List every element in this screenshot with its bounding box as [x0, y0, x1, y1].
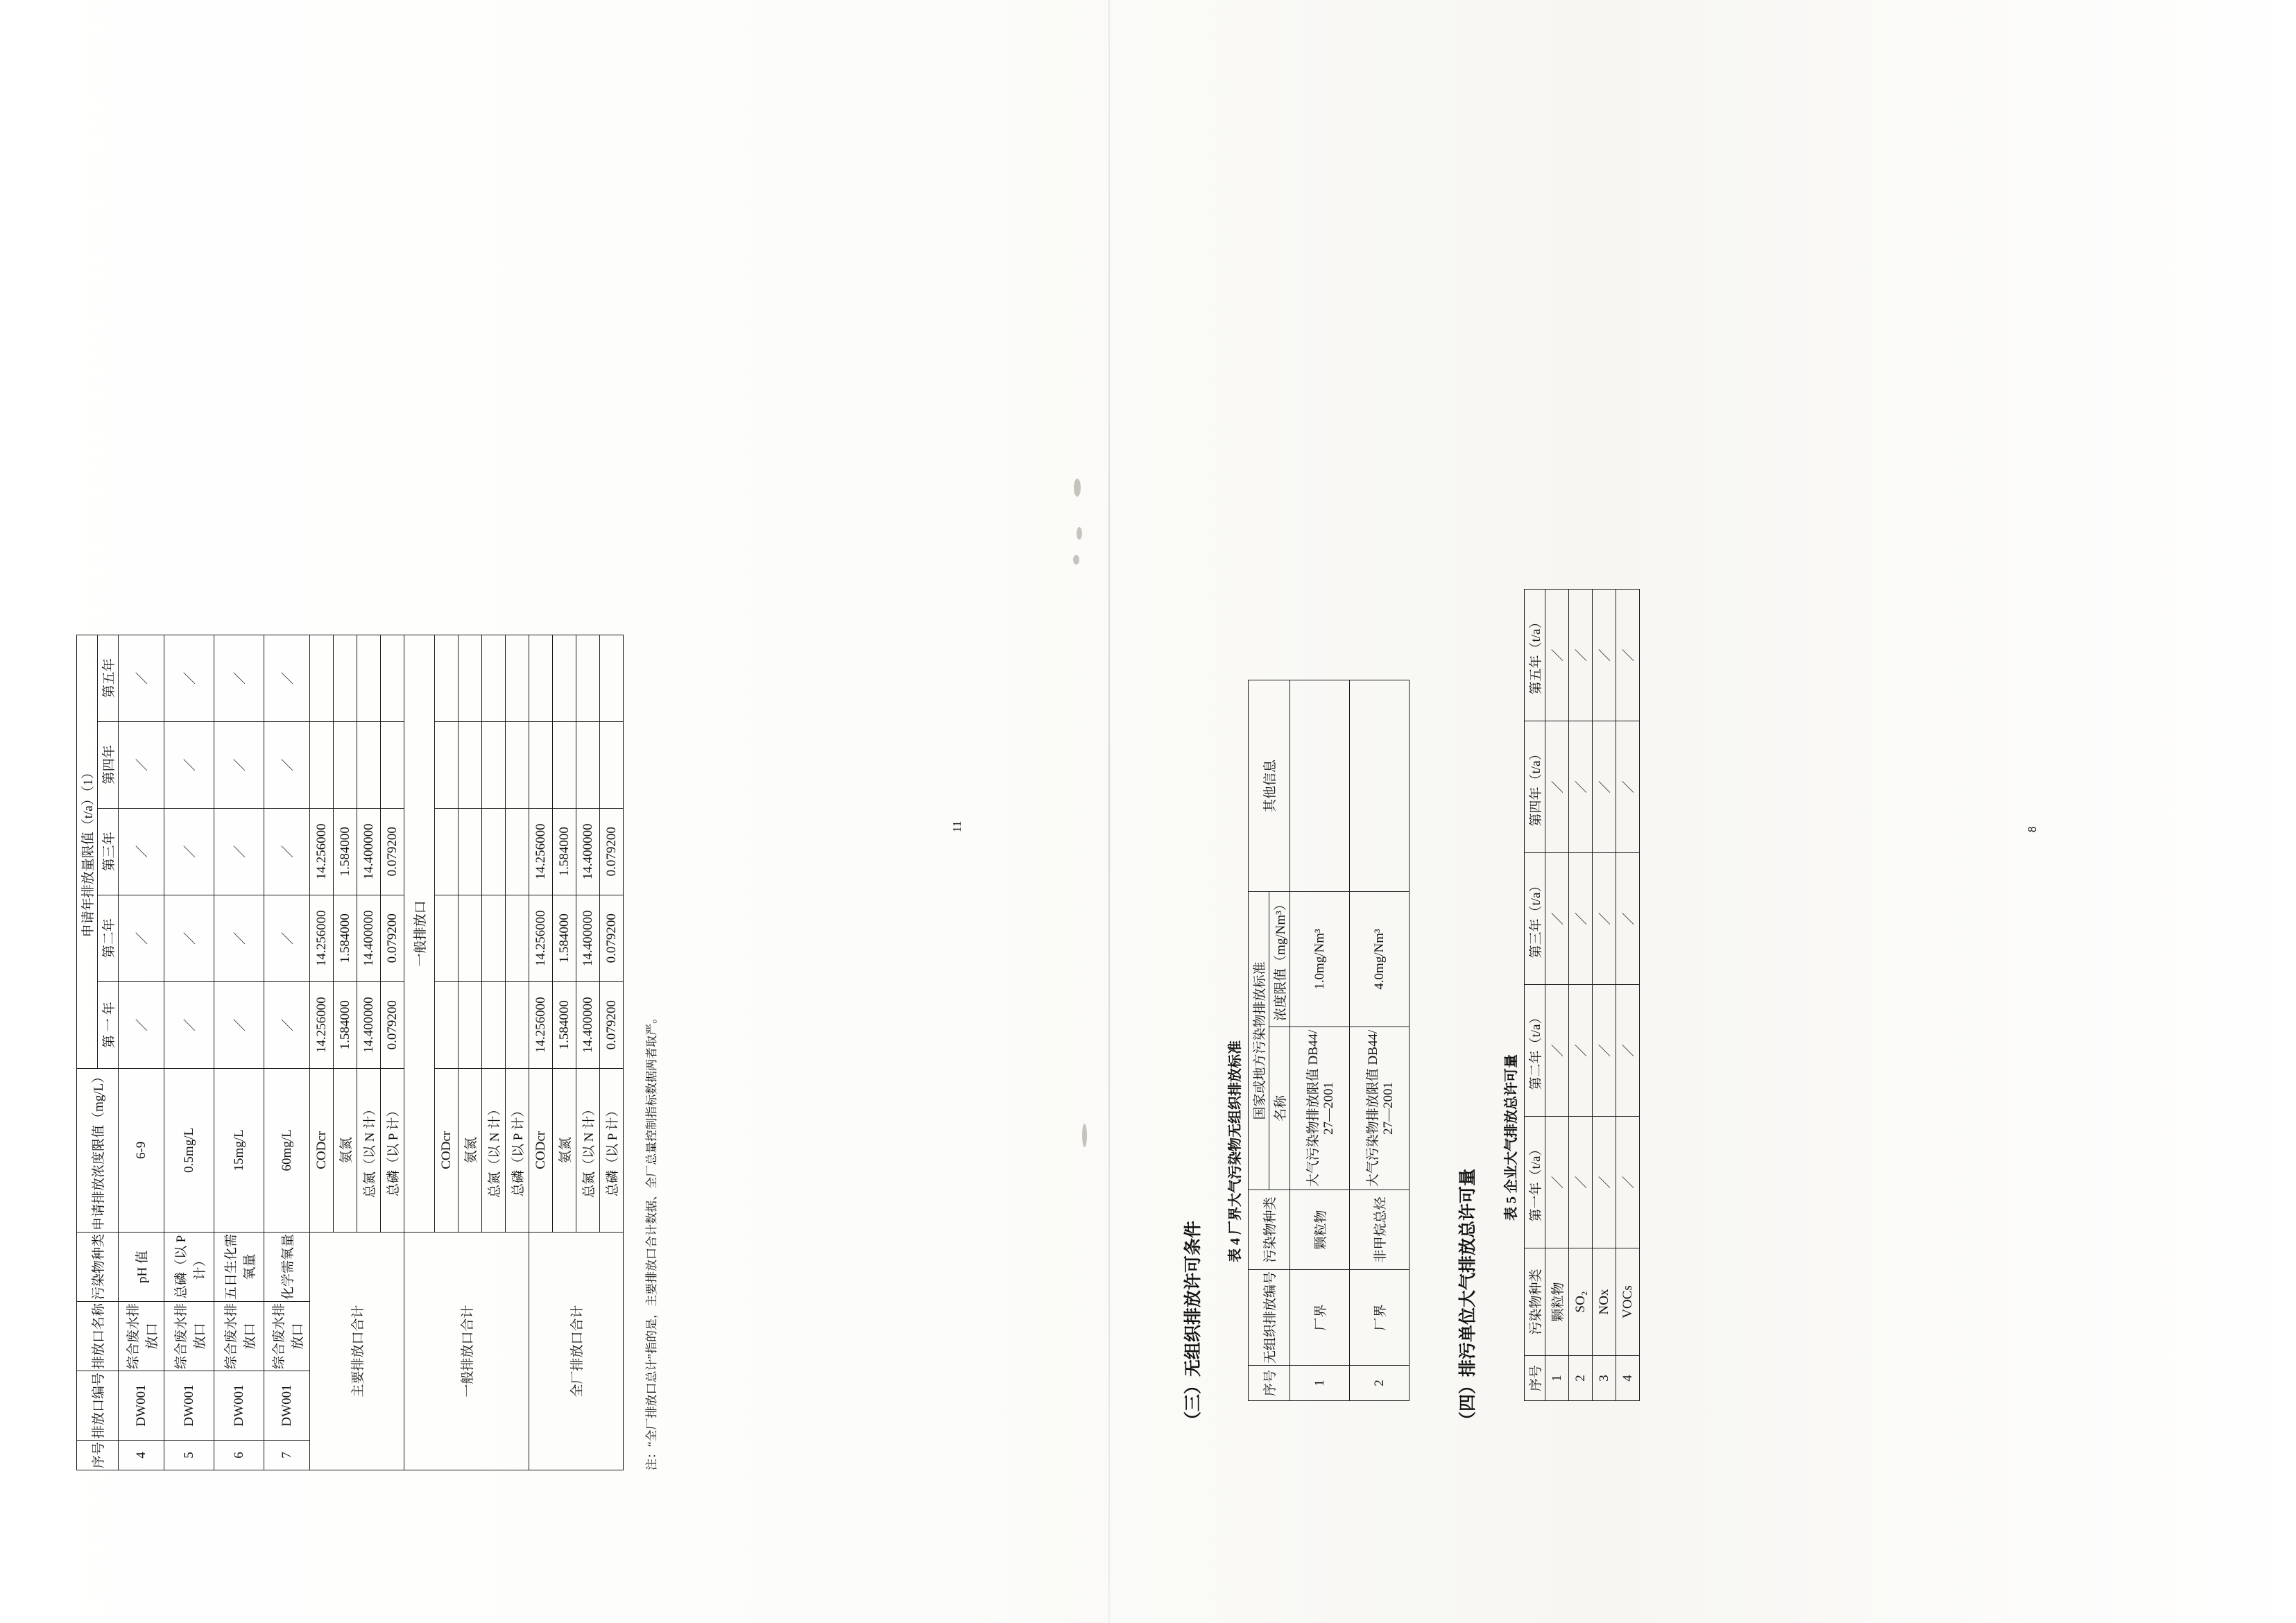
cell-year5: ／	[1545, 590, 1569, 721]
cell-year3: 0.079200	[381, 808, 404, 895]
cell-outlet-name: 综合废水排放口	[119, 1301, 164, 1371]
cell-year1: ／	[1569, 1117, 1593, 1248]
table4-caption: 表 4 厂界大气污染物无组织排放标准	[1228, 1040, 1243, 1262]
cell-year5	[310, 635, 334, 721]
header-standard-name: 名称	[1274, 1094, 1288, 1122]
cell-year3: 0.079200	[600, 808, 624, 895]
cell-year4	[310, 721, 334, 808]
scan-speck	[1077, 527, 1082, 540]
table-row-general-total	[404, 635, 435, 1470]
cell-year5	[506, 635, 529, 721]
header-year3: 第三年	[102, 832, 117, 872]
cell-year5	[459, 635, 482, 721]
header-annual-limit-group: 申请年排放量限值（t/a）（1）	[81, 766, 96, 938]
cell-year2: 0.079200	[381, 895, 404, 981]
cell-year5	[553, 635, 576, 721]
header-year1: 第 一 年	[102, 1002, 117, 1049]
label-plant-outlet-total: 全厂排放口合计	[529, 1232, 624, 1470]
cell-year1: ／	[264, 981, 310, 1068]
label-general-outlet-total: 一般排放口合计	[404, 1232, 529, 1470]
cell-year1: ／	[1545, 1117, 1569, 1248]
cell-pollutant: 总氮（以 N 计）	[576, 1068, 600, 1232]
cell-year4	[600, 721, 624, 808]
cell-year2: 14.400000	[357, 895, 381, 981]
header-pollutant: 污染物种类	[92, 1233, 106, 1300]
cell-year1: 0.079200	[600, 981, 624, 1068]
cell-year4: ／	[164, 721, 214, 808]
header-year2: 第二年（t/a）	[1529, 1011, 1543, 1090]
table-header-row-1	[1249, 680, 1269, 1400]
cell-seq: 1	[1545, 1356, 1569, 1401]
cell-year2	[459, 895, 482, 981]
cell-year5: ／	[119, 635, 164, 721]
cell-year5	[482, 635, 506, 721]
cell-year1: 1.584000	[553, 981, 576, 1068]
header-seq: 序号	[1529, 1365, 1543, 1392]
header-outlet-code: 排放口编号	[92, 1372, 106, 1439]
cell-outlet-name: 综合废水排放口	[214, 1301, 264, 1371]
cell-year1: ／	[214, 981, 264, 1068]
cell-year1: 14.256000	[310, 981, 334, 1068]
cell-year1: ／	[1616, 1117, 1640, 1248]
cell-year1	[459, 981, 482, 1068]
cell-pollutant: SO₂	[1569, 1248, 1593, 1356]
cell-pollutant: 总磷（以 P 计）	[506, 1068, 529, 1232]
cell-year5: ／	[1593, 590, 1616, 721]
cell-year4: ／	[264, 721, 310, 808]
table-row	[1350, 680, 1410, 1400]
cell-pollutant: NOx	[1593, 1248, 1616, 1356]
left-page-number: 11	[950, 821, 963, 832]
table-row	[164, 635, 214, 1470]
cell-outlet-code: DW001	[264, 1371, 310, 1440]
cell-seq: 2	[1569, 1356, 1593, 1401]
cell-year2: ／	[1569, 985, 1593, 1117]
cell-year1: 0.079200	[381, 981, 404, 1068]
cell-year2: 1.584000	[553, 895, 576, 981]
cell-outlet-code: DW001	[214, 1371, 264, 1440]
cell-year3	[435, 808, 459, 895]
cell-year4: ／	[1616, 721, 1640, 853]
cell-general-outlet-merged: 一般排放口	[404, 635, 435, 1232]
scan-speck	[1082, 1124, 1087, 1147]
table-fugitive-emission-standard	[1248, 680, 1410, 1401]
scan-speck	[1074, 479, 1081, 497]
cell-year1: 1.584000	[334, 981, 357, 1068]
left-page-content	[76, 153, 770, 1470]
cell-year4	[334, 721, 357, 808]
cell-year4: ／	[214, 721, 264, 808]
cell-pollutant: CODcr	[529, 1068, 553, 1232]
header-fugitive-code: 无组织排放编号	[1263, 1271, 1278, 1364]
cell-year1: ／	[164, 981, 214, 1068]
cell-year2	[506, 895, 529, 981]
cell-seq: 4	[119, 1440, 164, 1470]
table-row-plant-total	[529, 635, 553, 1470]
table-header-row	[1525, 590, 1545, 1401]
table5-caption: 表 5 企业大气排放总许可量	[1504, 1054, 1519, 1221]
header-conc-limit: 浓度限值（mg/Nm³）	[1274, 898, 1288, 1021]
cell-pollutant: 总氮（以 N 计）	[357, 1068, 381, 1232]
header-year4: 第四年	[102, 745, 117, 785]
cell-year2: ／	[264, 895, 310, 981]
cell-year5: ／	[1616, 590, 1640, 721]
header-pollutant: 污染物种类	[1529, 1269, 1543, 1335]
table-row	[1545, 590, 1569, 1401]
cell-seq: 5	[164, 1440, 214, 1470]
cell-year2: 0.079200	[600, 895, 624, 981]
cell-year3: 14.256000	[529, 808, 553, 895]
cell-other-info	[1350, 680, 1410, 891]
cell-conc: 6-9	[119, 1068, 164, 1232]
cell-year5: ／	[264, 635, 310, 721]
cell-year5	[600, 635, 624, 721]
cell-fugitive-code: 厂界	[1350, 1269, 1410, 1365]
cell-year2: ／	[214, 895, 264, 981]
table-row	[214, 635, 264, 1470]
cell-pollutant: CODcr	[310, 1068, 334, 1232]
cell-year3: ／	[1545, 853, 1569, 985]
cell-year2: ／	[1545, 985, 1569, 1117]
header-year2: 第二年	[102, 918, 117, 959]
cell-pollutant: 氨氮	[553, 1068, 576, 1232]
cell-year4: ／	[1569, 721, 1593, 853]
cell-year2: ／	[1616, 985, 1640, 1117]
cell-pollutant: CODcr	[435, 1068, 459, 1232]
table-air-total-permit	[1524, 589, 1640, 1401]
cell-year4	[553, 721, 576, 808]
table-row	[264, 635, 310, 1470]
cell-pollutant: 总磷（以 P 计）	[381, 1068, 404, 1232]
cell-year1	[435, 981, 459, 1068]
cell-year4	[506, 721, 529, 808]
cell-seq: 7	[264, 1440, 310, 1470]
cell-seq: 4	[1616, 1356, 1640, 1401]
cell-pollutant: 颗粒物	[1545, 1248, 1569, 1356]
cell-year3: 14.256000	[310, 808, 334, 895]
cell-year1: 14.256000	[529, 981, 553, 1068]
cell-year3: 14.400000	[576, 808, 600, 895]
cell-year3	[506, 808, 529, 895]
scan-speck	[1073, 555, 1079, 565]
cell-year2: 1.584000	[334, 895, 357, 981]
table-row	[119, 635, 164, 1470]
cell-year3: ／	[264, 808, 310, 895]
cell-year2: 14.256000	[310, 895, 334, 981]
cell-year4	[576, 721, 600, 808]
cell-year2: 14.400000	[576, 895, 600, 981]
header-pollutant: 污染物种类	[1263, 1196, 1278, 1263]
cell-pollutant: 总氮（以 N 计）	[482, 1068, 506, 1232]
cell-year5: ／	[1569, 590, 1593, 721]
cell-pollutant: 氨氮	[334, 1068, 357, 1232]
cell-year1: 14.400000	[576, 981, 600, 1068]
table-row	[1593, 590, 1616, 1401]
header-year4: 第四年（t/a）	[1529, 747, 1543, 827]
cell-pollutant: 非甲烷总烃	[1350, 1190, 1410, 1269]
cell-year3: ／	[1616, 853, 1640, 985]
label-main-outlet-total: 主要排放口合计	[310, 1232, 404, 1470]
cell-year2: ／	[119, 895, 164, 981]
cell-year2: ／	[1593, 985, 1616, 1117]
cell-outlet-code: DW001	[164, 1371, 214, 1440]
cell-year5	[435, 635, 459, 721]
cell-year1	[506, 981, 529, 1068]
cell-year3	[482, 808, 506, 895]
header-year1: 第一年（t/a）	[1529, 1142, 1543, 1222]
cell-year1: ／	[1593, 1117, 1616, 1248]
cell-year2	[482, 895, 506, 981]
cell-outlet-name: 综合废水排放口	[164, 1301, 214, 1371]
cell-year3	[459, 808, 482, 895]
section-title-3: （三）无组织排放许可条件	[1184, 1220, 1203, 1429]
table-row	[1616, 590, 1640, 1401]
cell-year5: ／	[214, 635, 264, 721]
cell-pollutant: pH 值	[119, 1232, 164, 1301]
cell-pollutant: 氨氮	[459, 1068, 482, 1232]
cell-year1: ／	[119, 981, 164, 1068]
cell-year4	[381, 721, 404, 808]
cell-conc-limit: 4.0mg/Nm³	[1350, 891, 1410, 1027]
cell-seq: 6	[214, 1440, 264, 1470]
header-year3: 第三年（t/a）	[1529, 879, 1543, 959]
cell-year4	[459, 721, 482, 808]
cell-year5: ／	[164, 635, 214, 721]
cell-year4: ／	[119, 721, 164, 808]
cell-seq: 2	[1350, 1366, 1410, 1401]
cell-year3: 14.400000	[357, 808, 381, 895]
cell-year5	[357, 635, 381, 721]
cell-seq: 1	[1290, 1366, 1350, 1401]
header-seq: 序号	[1263, 1370, 1278, 1397]
cell-year5	[529, 635, 553, 721]
cell-pollutant: 五日生化需氧量	[214, 1232, 264, 1301]
table-wastewater-permit	[76, 635, 624, 1470]
cell-year5	[334, 635, 357, 721]
cell-pollutant: 总磷（以 P 计）	[600, 1068, 624, 1232]
header-outlet-name: 排放口名称	[92, 1303, 106, 1369]
cell-year4	[357, 721, 381, 808]
cell-year3: ／	[119, 808, 164, 895]
header-conc-limit: 申请排放浓度限值（mg/L）	[92, 1070, 106, 1230]
cell-outlet-code: DW001	[119, 1371, 164, 1440]
cell-year4	[529, 721, 553, 808]
cell-year3: 1.584000	[334, 808, 357, 895]
header-other-info: 其他信息	[1263, 759, 1278, 812]
cell-conc: 60mg/L	[264, 1068, 310, 1232]
cell-conc: 15mg/L	[214, 1068, 264, 1232]
cell-standard-name: 大气污染物排放限值 DB44/ 27—2001	[1290, 1027, 1350, 1190]
cell-outlet-name: 综合废水排放口	[264, 1301, 310, 1371]
table-row-main-total	[310, 635, 334, 1470]
cell-pollutant: 颗粒物	[1290, 1190, 1350, 1269]
cell-other-info	[1290, 680, 1350, 891]
cell-year4	[435, 721, 459, 808]
cell-year3: ／	[214, 808, 264, 895]
right-page-content	[1179, 125, 1942, 1429]
header-standard-group: 国家或地方污染物排放标准	[1253, 961, 1267, 1120]
cell-pollutant: 化学需氧量	[264, 1232, 310, 1301]
cell-year3: 1.584000	[553, 808, 576, 895]
cell-conc-limit: 1.0mg/Nm³	[1290, 891, 1350, 1027]
table-note: 注：“全厂排放口总计”指的是，主要排放口合计数据、全厂总量控制指标数据两者取严。	[645, 1011, 658, 1470]
cell-year4: ／	[1545, 721, 1569, 853]
cell-fugitive-code: 厂界	[1290, 1269, 1350, 1365]
cell-year1	[482, 981, 506, 1068]
cell-year1: 14.400000	[357, 981, 381, 1068]
cell-pollutant: VOCs	[1616, 1248, 1640, 1356]
cell-year2: ／	[164, 895, 214, 981]
cell-year2	[435, 895, 459, 981]
table-row	[1290, 680, 1350, 1400]
cell-year3: ／	[164, 808, 214, 895]
section-title-4: （四）排污单位大气排放总许可量	[1459, 1168, 1477, 1429]
cell-standard-name: 大气污染物排放限值 DB44/ 27—2001	[1350, 1027, 1410, 1190]
cell-pollutant: 总磷（以 P 计）	[164, 1232, 214, 1301]
cell-seq: 3	[1593, 1356, 1616, 1401]
cell-conc: 0.5mg/L	[164, 1068, 214, 1232]
cell-year3: ／	[1569, 853, 1593, 985]
page-fold-line	[1108, 0, 1110, 1623]
cell-year5	[381, 635, 404, 721]
table-header-row-1	[77, 635, 98, 1470]
cell-year2: 14.256000	[529, 895, 553, 981]
cell-year3: ／	[1593, 853, 1616, 985]
right-page-number: 8	[2025, 826, 2039, 832]
cell-year4	[482, 721, 506, 808]
header-year5: 第五年（t/a）	[1529, 615, 1543, 695]
table-row	[1569, 590, 1593, 1401]
cell-year5	[576, 635, 600, 721]
cell-year4: ／	[1593, 721, 1616, 853]
header-year5: 第五年	[102, 658, 117, 698]
header-seq: 序号	[92, 1441, 106, 1468]
